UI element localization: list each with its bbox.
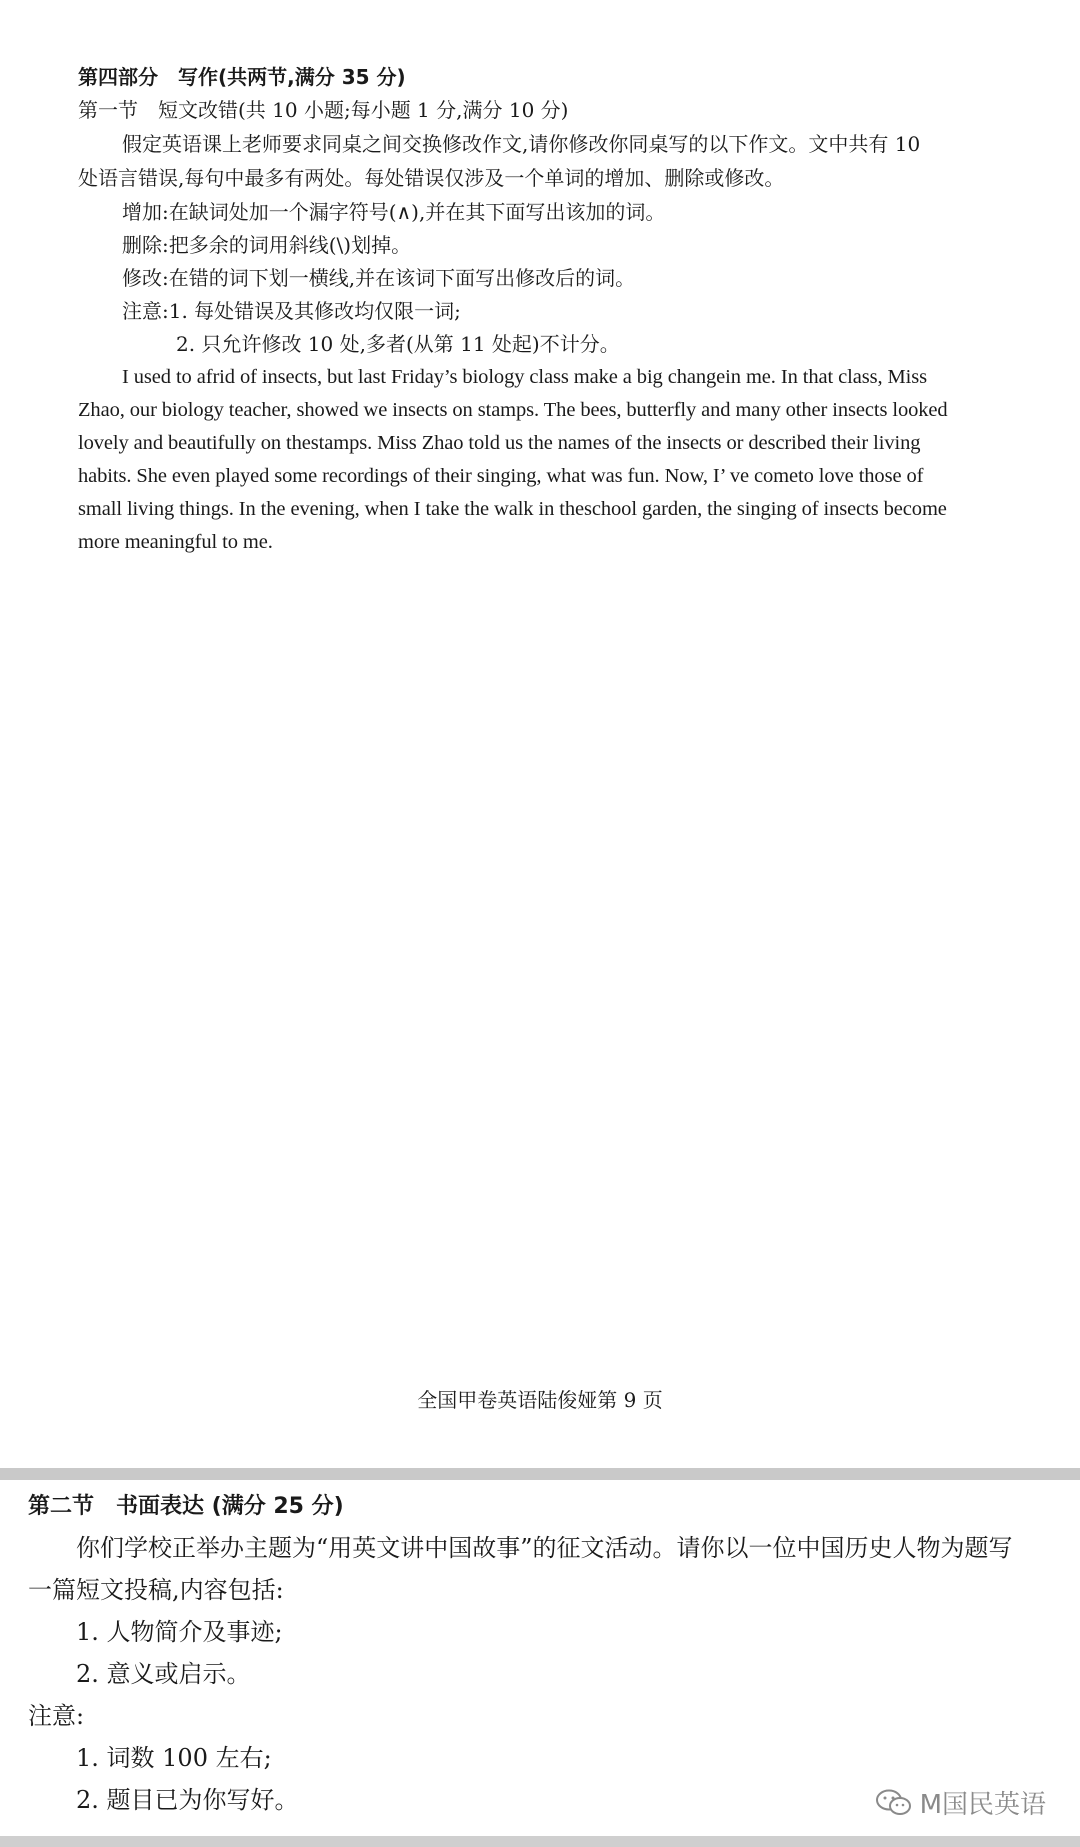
passage-line: small living things. In the evening, when I take the walk in theschool garden, the singing of insects become (78, 498, 947, 520)
note-item-2: 2. 题目已为你写好。 (76, 1786, 299, 1814)
content-item-1: 1. 人物简介及事迹; (76, 1618, 283, 1646)
passage-line: more meaningful to me. (78, 531, 273, 553)
page-separator (0, 1468, 1080, 1480)
passage-line: habits. She even played some recordings of their singing, what was fun. Now, I’ ve cometo love those of (78, 465, 924, 487)
note-2: 2. 只允许修改 10 处,多者(从第 11 处起)不计分。 (176, 332, 620, 356)
wechat-icon (874, 1787, 914, 1819)
watermark (874, 1784, 1046, 1821)
page-footer: 全国甲卷英语陆俊娅第 9 页 (417, 1388, 663, 1412)
rule-delete: 删除:把多余的词用斜线(\)划掉。 (122, 233, 412, 257)
section1-heading: 第一节 短文改错(共 10 小题;每小题 1 分,满分 10 分) (78, 98, 569, 122)
section2-heading: 第二节 书面表达 (满分 25 分) (28, 1494, 344, 1519)
passage-line: Zhao, our biology teacher, showed we insects on stamps. The bees, butterfly and many other insects looked (78, 399, 948, 421)
intro-line-2: 处语言错误,每句中最多有两处。每处错误仅涉及一个单词的增加、删除或修改。 (78, 166, 785, 190)
rule-add: 增加:在缺词处加一个漏字符号(∧),并在其下面写出该加的词。 (122, 200, 666, 224)
bottom-edge (0, 1836, 1080, 1847)
note-item-1: 1. 词数 100 左右; (76, 1744, 272, 1772)
rule-modify: 修改:在错的词下划一横线,并在该词下面写出修改后的词。 (122, 266, 636, 290)
watermark-text: M国民英语 (919, 1790, 1046, 1820)
intro-line-1: 假定英语课上老师要求同桌之间交换修改作文,请你修改你同桌写的以下作文。文中共有 10 (122, 132, 921, 156)
task-line-2: 一篇短文投稿,内容包括: (28, 1576, 284, 1604)
part-heading: 第四部分 写作(共两节,满分 35 分) (78, 65, 406, 89)
note-label: 注意: (28, 1702, 85, 1730)
note-1: 注意:1. 每处错误及其修改均仅限一词; (122, 299, 461, 323)
passage-line: I used to afrid of insects, but last Friday’s biology class make a big changein me. In that class, Miss (122, 366, 927, 388)
passage-line: lovely and beautifully on thestamps. Miss Zhao told us the names of the insects or described their living (78, 432, 921, 454)
content-item-2: 2. 意义或启示。 (76, 1660, 251, 1688)
task-line-1: 你们学校正举办主题为“用英文讲中国故事”的征文活动。请你以一位中国历史人物为题写 (76, 1534, 1013, 1562)
